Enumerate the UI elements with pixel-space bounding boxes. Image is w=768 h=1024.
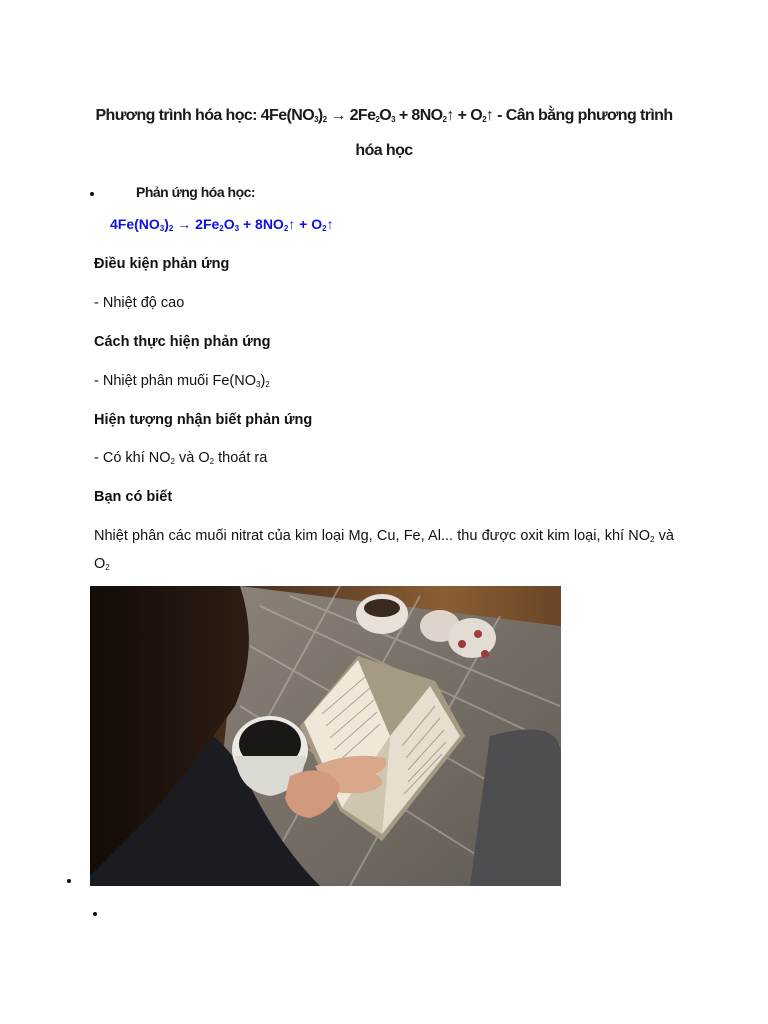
page-title: Phương trình hóa học: $4Fe(NO_3)_2 \to 2Fe_2O_3$ + $8NO_2↑$ + $O_2↑$ - Cân bằng phương trình hóa học [95, 107, 673, 159]
list-bullet [93, 912, 97, 916]
chemical-equation: $4Fe(NO_3)_2 \to 2Fe_2O_3$ + $8NO_2↑$ + $O_2↑$ [110, 216, 334, 233]
condition-heading: Điều kiện phản ứng [94, 256, 230, 272]
list-bullet [67, 879, 71, 883]
did-you-know-text: Nhiệt phân các muối nitrat của kim loại Mg, Cu, Fe, Al... thu được oxit kim loại, khí $NO_2$ và $O_2$ [94, 528, 674, 572]
list-bullet [90, 192, 94, 196]
method-heading: Cách thực hiện phản ứng [94, 334, 271, 350]
reading-book-photo [90, 586, 561, 886]
reaction-label: Phản ứng hóa học: [136, 184, 256, 200]
phenomenon-heading: Hiện tượng nhận biết phản ứng [94, 412, 313, 428]
condition-text: - Nhiệt độ cao [94, 295, 185, 311]
phenomenon-text: - Có khí $NO_2$ và $O_2$ thoát ra [94, 450, 268, 466]
method-text: - Nhiệt phân muối $Fe(NO_3)_2$ [94, 373, 270, 389]
did-you-know-heading: Bạn có biết [94, 489, 173, 505]
